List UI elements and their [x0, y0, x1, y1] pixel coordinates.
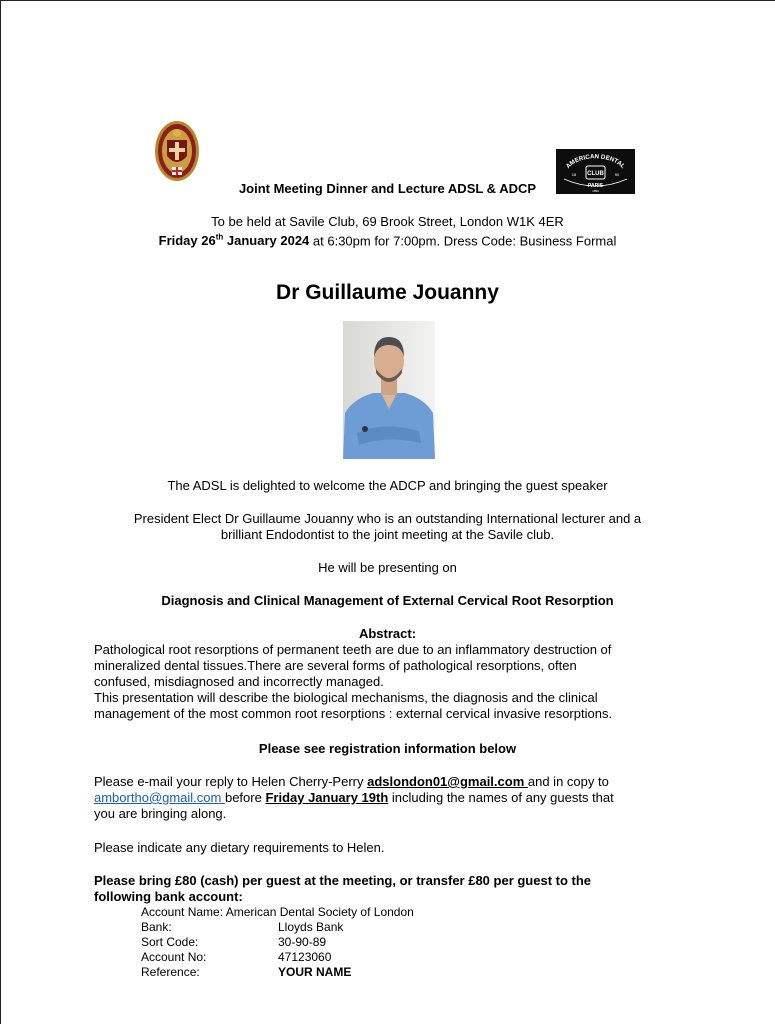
registration-heading: Please see registration information below: [258, 741, 517, 756]
bank-row: Account No: 47123060: [141, 950, 332, 964]
payment-instructions: Please bring £80 (cash) per guest at the meeting, or transfer £80 per guest to the following bank account:: [94, 873, 592, 904]
svg-text:1890: 1890: [592, 189, 599, 193]
speaker-name: Dr Guillaume Jouanny: [276, 281, 499, 304]
reply-instructions: Please e-mail your reply to Helen Cherry-Perry adslondon01@gmail.com and in copy to ambortho@gmail.com before Friday January 19th including the names of any guests that you are bringing along.: [94, 774, 614, 821]
speaker-description-2: brilliant Endodontist to the joint meeting at the Savile club.: [220, 527, 555, 542]
reference-value: YOUR NAME: [278, 965, 352, 979]
speaker-photo: [343, 321, 435, 459]
svg-text:90: 90: [614, 172, 620, 177]
welcome-text: The ADSL is delighted to welcome the ADCP and bringing the guest speaker: [167, 478, 608, 493]
abstract-line: Pathological root resorptions of permanent teeth are due to an inflammatory destruction of: [94, 642, 612, 657]
adsl-crest-logo: [154, 120, 200, 182]
bank-row: Bank: Lloyds Bank: [141, 920, 344, 934]
abstract-line: confused, misdiagnosed and incorrectly managed.: [94, 674, 384, 689]
svg-text:PARIS: PARIS: [588, 183, 603, 189]
page-border-top: [0, 0, 775, 1]
bank-details: [141, 905, 414, 980]
event-time-dress-code: at 6:30pm for 7:00pm. Dress Code: Business Formal: [309, 233, 617, 249]
abstract-line: management of the most common root resorptions : external cervical invasive resorptions.: [94, 706, 613, 721]
abstract-line: This presentation will describe the biological mechanisms, the diagnosis and the clinical: [94, 690, 598, 705]
date-time-line: [0, 230, 775, 249]
dietary-note: Please indicate any dietary requirements to Helen.: [94, 840, 385, 855]
event-title: Joint Meeting Dinner and Lecture ADSL & ADCP: [238, 181, 537, 196]
presenting-text: He will be presenting on: [318, 560, 457, 575]
svg-text:CLUB: CLUB: [587, 171, 604, 177]
event-date: Friday 26th January 2024: [158, 233, 310, 249]
abstract-heading: Abstract:: [358, 626, 417, 641]
bank-row: Reference: YOUR NAME: [141, 965, 352, 979]
bank-row: Sort Code: 30-90-89: [141, 935, 327, 949]
reply-email-link[interactable]: adslondon01@gmail.com: [367, 774, 528, 789]
speaker-description-1: President Elect Dr Guillaume Jouanny who is an outstanding International lecturer and a: [133, 511, 642, 526]
abstract-body: [94, 642, 694, 722]
bank-account-name: Account Name: American Dental Society of London: [141, 905, 414, 919]
abstract-line: mineralized dental tissues.There are several forms of pathological resorptions, often: [94, 658, 577, 673]
venue-line: To be held at Savile Club, 69 Brook Street, London W1K 4ER: [211, 214, 564, 229]
copy-email-link[interactable]: ambortho@gmail.com: [94, 790, 225, 805]
svg-text:AMERICAN DENTAL: AMERICAN DENTAL: [564, 153, 627, 170]
lecture-title: Diagnosis and Clinical Management of External Cervical Root Resorption: [161, 593, 614, 608]
deadline-date: Friday January 19th: [265, 790, 389, 805]
svg-text:18: 18: [571, 172, 577, 177]
